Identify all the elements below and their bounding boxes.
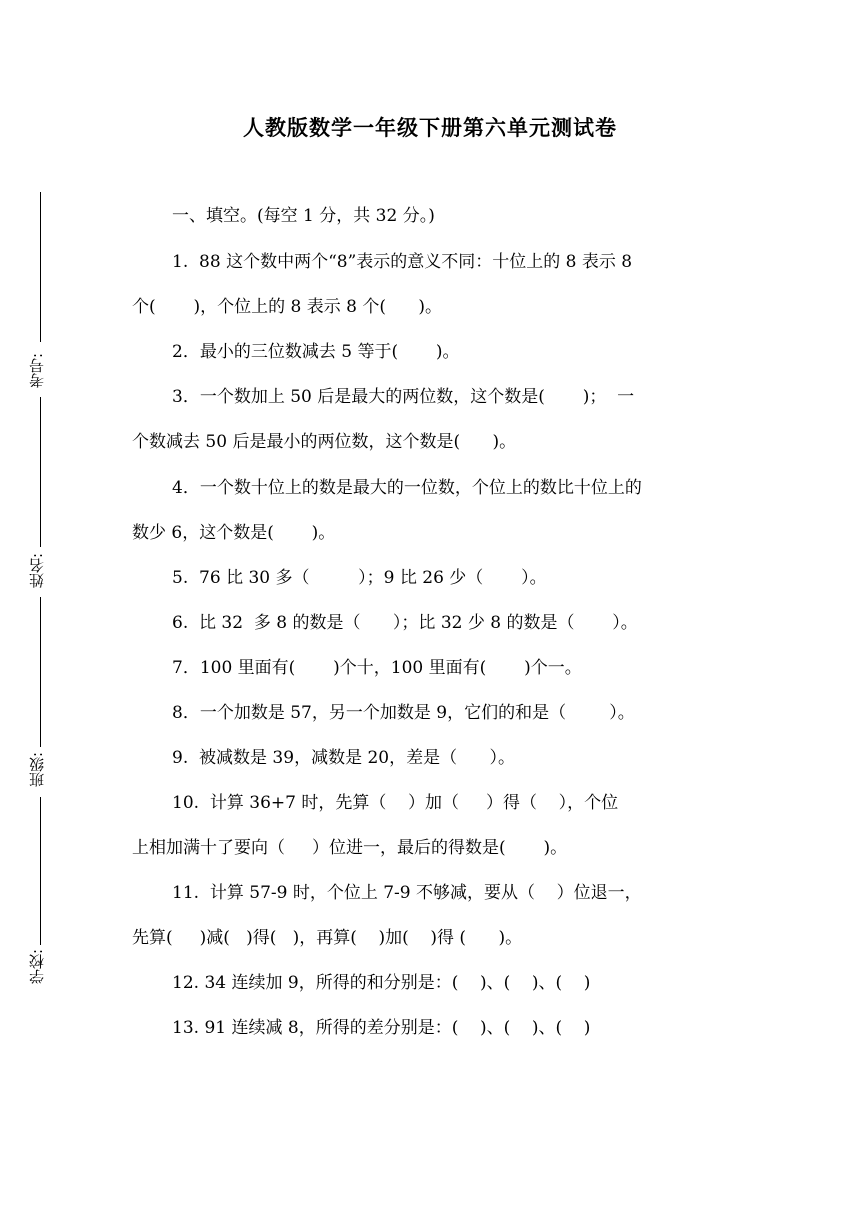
- question-line: 7．100 里面有( )个十，100 里面有( )个一。: [172, 658, 582, 678]
- question-line: 个数减去 50 后是最小的两位数，这个数是( )。: [132, 432, 517, 452]
- question-line: 13. 91 连续减 8，所得的差分别是：( )、( )、( ): [172, 1018, 591, 1038]
- name-label: 姓名:: [28, 552, 46, 588]
- question-line: 3．一个数加上 50 后是最大的两位数，这个数是( )； 一: [172, 387, 635, 407]
- question-line: 6. 比 32 多 8 的数是（ ）；比 32 少 8 的数是（ ）。: [172, 613, 638, 633]
- binding-line: [40, 797, 41, 945]
- class-label: 班级:: [28, 751, 46, 787]
- binding-line: [40, 192, 41, 342]
- question-line: 8．一个加数是 57，另一个加数是 9，它们的和是（ ）。: [172, 703, 635, 723]
- exam-number-label: 考号:: [28, 352, 46, 388]
- question-line: 4．一个数十位上的数是最大的一位数，个位上的数比十位上的: [172, 478, 642, 498]
- question-line: 1. 88 这个数中两个“8”表示的意义不同：十位上的 8 表示 8: [172, 252, 633, 272]
- question-line: 5. 76 比 30 多（ ）；9 比 26 少（ ）。: [172, 568, 547, 588]
- question-line: 9. 被减数是 39，减数是 20，差是（ ）。: [172, 748, 516, 768]
- binding-line: [40, 397, 41, 547]
- section-heading: 一、填空。(每空 1 分，共 32 分。): [172, 206, 435, 226]
- question-line: 先算( )减( )得( )，再算( )加( )得 ( )。: [132, 928, 523, 948]
- question-line: 2．最小的三位数减去 5 等于( )。: [172, 342, 460, 362]
- page-title: 人教版数学一年级下册第六单元测试卷: [243, 116, 617, 140]
- question-line: 10. 计算 36+7 时，先算（ ）加（ ）得（ ），个位: [172, 793, 619, 813]
- question-line: 个( )，个位上的 8 表示 8 个( )。: [132, 297, 443, 317]
- binding-line: [40, 597, 41, 747]
- binding-margin: [22, 192, 62, 1022]
- question-line: 11. 计算 57-9 时，个位上 7-9 不够减，要从（ ）位退一，: [172, 883, 642, 903]
- question-line: 数少 6，这个数是( )。: [132, 523, 336, 543]
- question-line: 12. 34 连续加 9，所得的和分别是：( )、( )、( ): [172, 973, 591, 993]
- school-label: 学校:: [28, 948, 46, 984]
- question-line: 上相加满十了要向（ ）位进一，最后的得数是( )。: [132, 838, 568, 858]
